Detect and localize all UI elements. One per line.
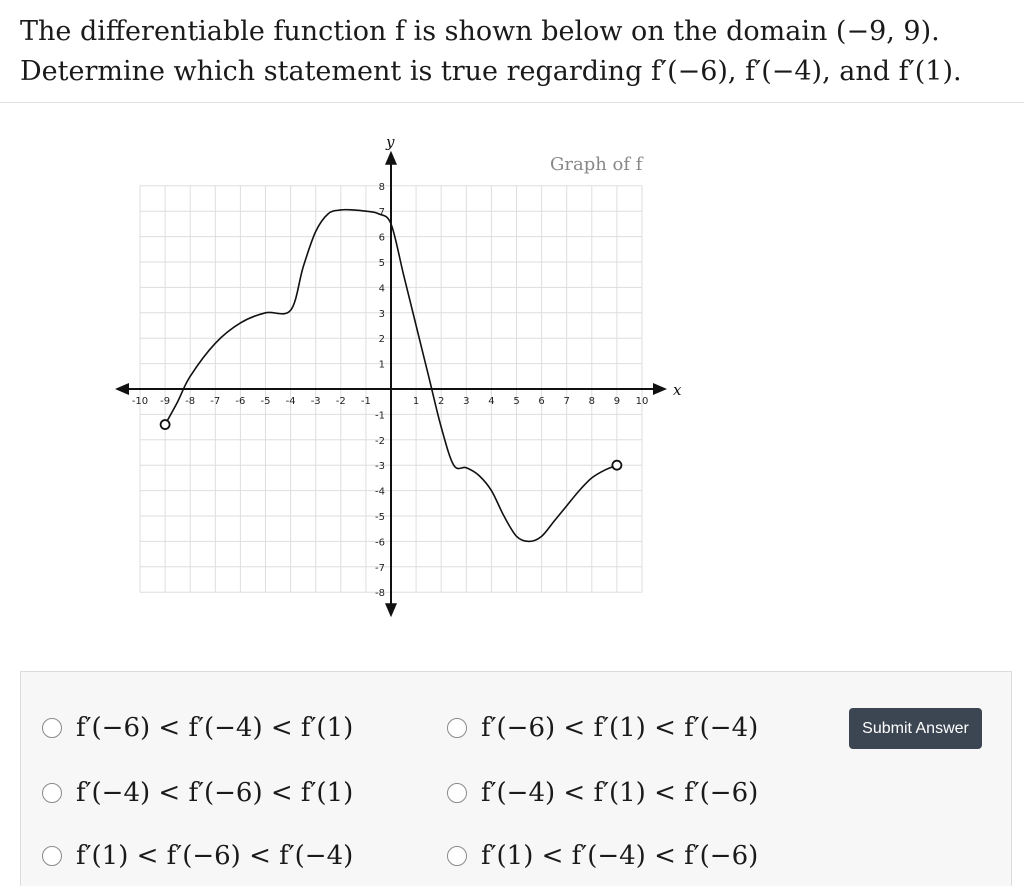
y-tick-label: -2: [375, 435, 385, 447]
x-tick-label: 10: [635, 396, 649, 407]
x-tick-label: 4: [488, 396, 495, 407]
x-tick-label: -3: [310, 396, 321, 407]
open-endpoint: [612, 461, 621, 470]
function-graph: [0, 135, 720, 625]
radio-button[interactable]: [447, 846, 467, 866]
choice-label: f′(−6) < f′(−4) < f′(1): [76, 713, 354, 743]
choice-label: f′(1) < f′(−4) < f′(−6): [481, 841, 759, 871]
x-tick-label: -10: [131, 396, 149, 407]
choice-2[interactable]: [447, 713, 758, 743]
radio-button[interactable]: [447, 783, 467, 803]
axes: [115, 135, 682, 617]
y-axis-label: y: [386, 135, 395, 151]
x-tick-label: -2: [335, 396, 346, 407]
x-tick-label: -8: [185, 396, 196, 407]
y-axis-arrow-down: [385, 603, 397, 617]
x-axis-arrow-right: [653, 383, 667, 395]
radio-button[interactable]: [42, 783, 62, 803]
choice-4[interactable]: [447, 778, 758, 808]
choice-1[interactable]: [42, 713, 353, 743]
x-tick-label: 9: [613, 396, 621, 407]
y-tick-label: 2: [378, 334, 385, 346]
y-tick-label: 3: [378, 308, 385, 320]
choice-label: f′(−4) < f′(1) < f′(−6): [481, 778, 759, 808]
y-tick-label: -1: [375, 410, 385, 422]
submit-answer-button[interactable]: Submit Answer: [849, 708, 982, 749]
x-tick-label: 1: [412, 396, 420, 407]
x-axis-label: x: [673, 381, 682, 399]
question-text: The differentiable function f is shown below on the domain (−9, 9). Determine which statement is true regarding f′(−6), f′(−4), and f′(1).: [20, 16, 962, 87]
y-tick-label: -3: [375, 461, 385, 473]
y-tick-label: 5: [378, 258, 385, 269]
choice-label: f′(−4) < f′(−6) < f′(1): [76, 778, 354, 808]
x-axis-arrow-left: [115, 383, 129, 395]
x-tick-label: 7: [563, 396, 570, 407]
y-tick-label: -5: [375, 512, 385, 523]
radio-button[interactable]: [42, 718, 62, 738]
open-endpoint: [161, 420, 170, 429]
x-tick-label: 8: [588, 396, 595, 407]
radio-button[interactable]: [42, 846, 62, 866]
x-tick-label: 2: [438, 396, 445, 407]
y-tick-label: 7: [378, 207, 385, 219]
choice-3[interactable]: [42, 778, 353, 808]
choice-6[interactable]: [447, 841, 758, 871]
x-tick-label: -6: [235, 396, 246, 407]
x-tick-label: 5: [513, 396, 520, 407]
y-tick-label: -8: [375, 588, 385, 600]
y-tick-label: 6: [378, 232, 385, 244]
x-tick-label: -9: [160, 396, 171, 407]
y-tick-label: 8: [378, 181, 385, 193]
x-tick-label: 3: [463, 396, 470, 407]
x-tick-label: -1: [360, 396, 371, 407]
choice-5[interactable]: [42, 841, 353, 871]
y-tick-label: 1: [378, 359, 385, 371]
y-tick-label: -4: [375, 486, 385, 498]
y-tick-label: -7: [375, 562, 385, 574]
y-tick-label: -6: [375, 537, 385, 549]
divider: [0, 102, 1024, 103]
x-tick-label: -5: [260, 396, 271, 407]
choice-label: f′(−6) < f′(1) < f′(−4): [481, 713, 759, 743]
choice-label: f′(1) < f′(−6) < f′(−4): [76, 841, 354, 871]
y-axis-arrow-up: [385, 151, 397, 165]
x-tick-label: -4: [285, 396, 296, 407]
radio-button[interactable]: [447, 718, 467, 738]
x-tick-label: -7: [210, 396, 221, 407]
graph-title: Graph of f: [550, 154, 643, 175]
y-tick-label: 4: [378, 283, 385, 295]
x-tick-label: 6: [538, 396, 545, 407]
